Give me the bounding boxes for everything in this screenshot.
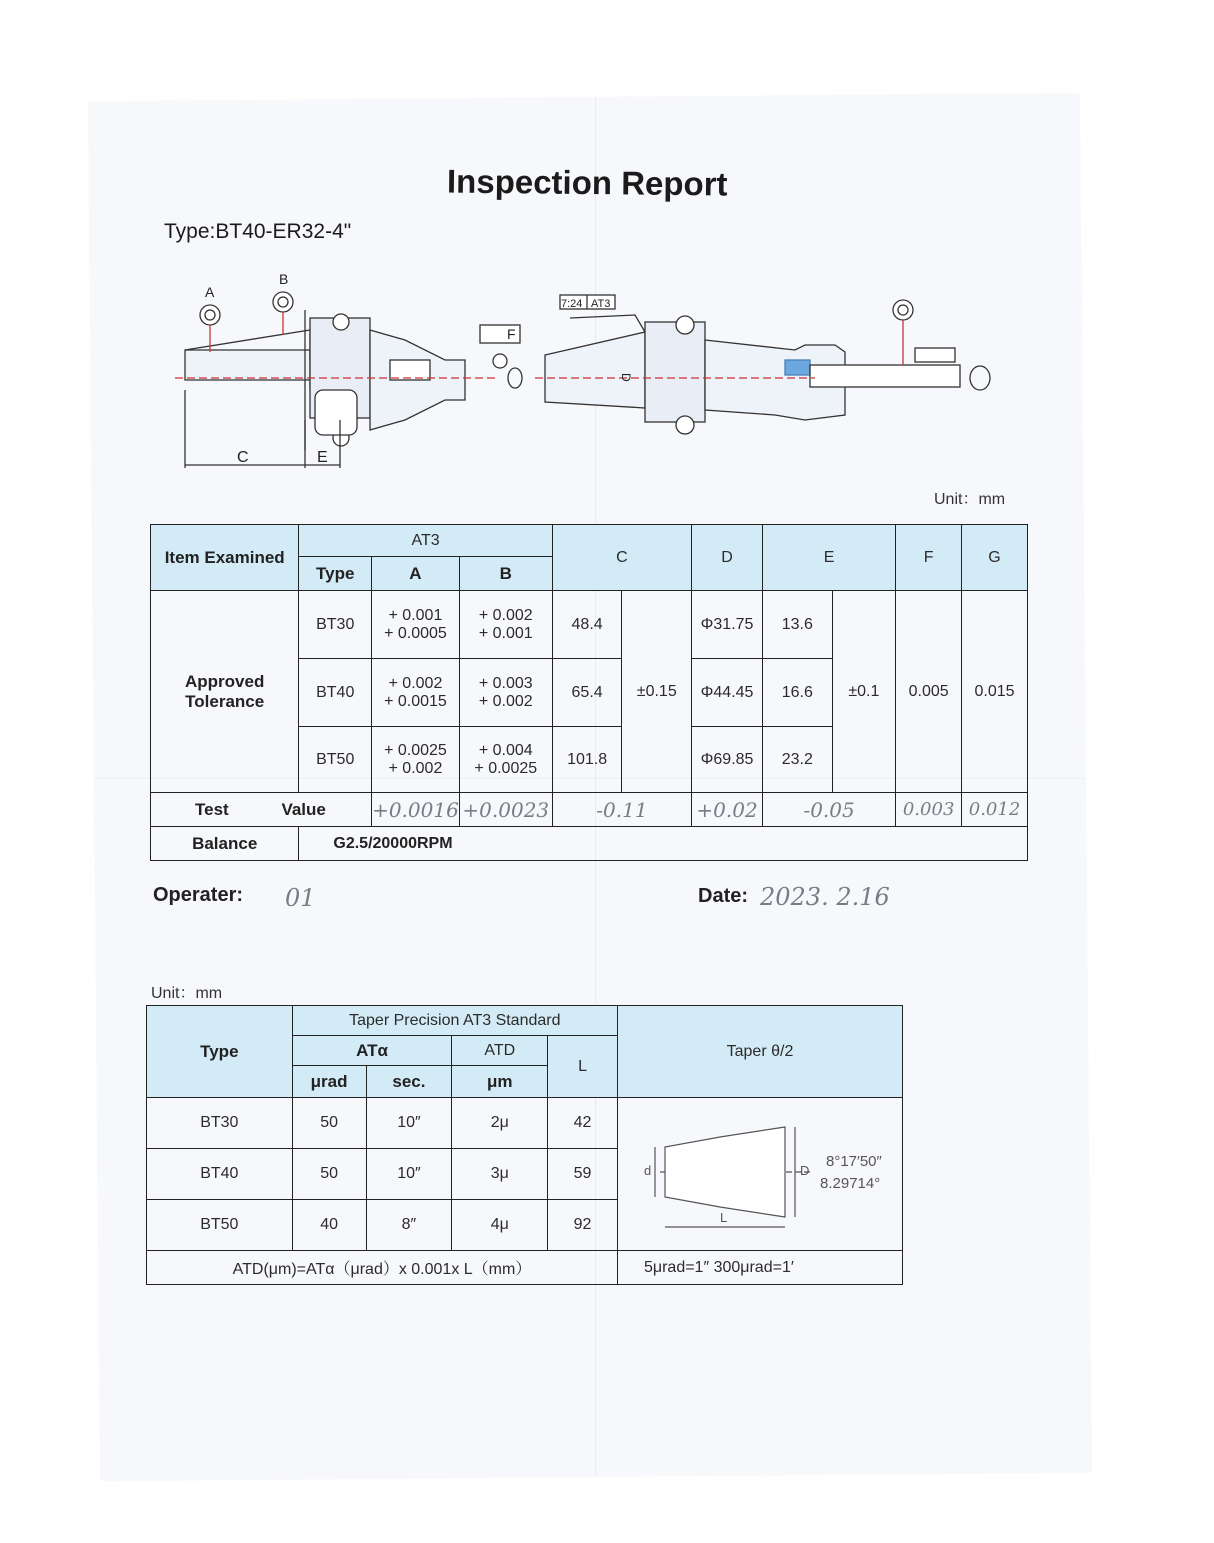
balance-value: G2.5/20000RPM bbox=[299, 827, 1028, 861]
col-d-header: D bbox=[692, 525, 763, 591]
atd-header: ATD bbox=[452, 1036, 548, 1066]
e-value: 13.6 bbox=[762, 591, 832, 659]
urad-header: μrad bbox=[292, 1066, 366, 1098]
l-value: 92 bbox=[548, 1200, 618, 1251]
col-f-header: F bbox=[896, 525, 962, 591]
tol-b-lower: + 0.001 bbox=[478, 624, 533, 642]
tol-a-cell bbox=[372, 659, 460, 727]
row-type: BT50 bbox=[147, 1200, 293, 1251]
f-tolerance: 0.005 bbox=[896, 591, 962, 793]
diagram-label-b: B bbox=[279, 271, 289, 287]
taper-sketch bbox=[620, 1102, 900, 1242]
taper-precision-table bbox=[146, 1005, 903, 1285]
date-value: 2023. 2.16 bbox=[760, 883, 890, 911]
row-type: BT30 bbox=[299, 591, 372, 659]
diagram-label-c: C bbox=[237, 449, 249, 466]
diagram-label-f: F bbox=[507, 326, 516, 342]
test-value-g: 0.012 bbox=[962, 793, 1028, 827]
report-title: Inspection Report bbox=[446, 162, 728, 203]
tol-a-lower: + 0.002 bbox=[388, 759, 443, 777]
date-label: Date: bbox=[698, 885, 749, 907]
g-tolerance: 0.015 bbox=[962, 591, 1028, 793]
operator-value: 01 bbox=[285, 884, 316, 912]
c-value: 65.4 bbox=[552, 659, 622, 727]
atd-formula: ATD(μm)=ATα（μrad）x 0.001x L（mm） bbox=[147, 1251, 618, 1285]
taper-angle-dms: 8°17′50″ bbox=[825, 1152, 882, 1170]
l-header: L bbox=[548, 1036, 618, 1098]
taper-angle-deg: 8.29714° bbox=[819, 1174, 881, 1192]
e-value: 16.6 bbox=[762, 659, 832, 727]
type-header: Type bbox=[147, 1006, 293, 1098]
operator-label: Operater: bbox=[153, 884, 244, 906]
test-value-c: -0.11 bbox=[552, 793, 691, 827]
tol-b-lower: + 0.0025 bbox=[474, 759, 538, 777]
tolerance-label: Tolerance bbox=[185, 691, 265, 711]
unit-conversion: 5μrad=1″ 300μrad=1′ bbox=[617, 1251, 902, 1285]
at-alpha-header: ATα bbox=[292, 1036, 452, 1066]
taper-sketch-cell bbox=[617, 1098, 902, 1251]
test-value-a: +0.0016 bbox=[372, 793, 460, 827]
l-value: 42 bbox=[548, 1098, 618, 1149]
d-value: Φ69.85 bbox=[692, 727, 763, 793]
sketch-label-l: L bbox=[719, 1209, 728, 1225]
type-header: Type bbox=[299, 557, 372, 591]
diagram-label-a: A bbox=[205, 284, 215, 300]
d-value: Φ31.75 bbox=[692, 591, 763, 659]
tol-b-upper: + 0.004 bbox=[478, 741, 533, 759]
test-value-label bbox=[151, 793, 372, 827]
test-value-f: 0.003 bbox=[896, 793, 962, 827]
at3-header: AT3 bbox=[299, 525, 552, 557]
test-value-e: -0.05 bbox=[762, 793, 895, 827]
diagram-taper-grade: AT3 bbox=[591, 298, 611, 310]
test-value-d: +0.02 bbox=[692, 793, 763, 827]
diagram-label-e: E bbox=[317, 449, 328, 466]
col-c-header: C bbox=[552, 525, 691, 591]
c-value: 48.4 bbox=[552, 591, 622, 659]
tol-a-lower: + 0.0015 bbox=[384, 692, 447, 710]
approved-tolerance-table bbox=[150, 524, 1028, 861]
tol-b-upper: + 0.002 bbox=[478, 606, 533, 624]
test-label: Test bbox=[195, 799, 229, 819]
col-a-header: A bbox=[372, 557, 460, 591]
sec-header: sec. bbox=[366, 1066, 452, 1098]
urad-value: 50 bbox=[292, 1149, 366, 1200]
approved-label: Approved bbox=[185, 671, 265, 691]
um-value: 2μ bbox=[452, 1098, 548, 1149]
row-type: BT30 bbox=[147, 1098, 293, 1149]
c-value: 101.8 bbox=[552, 727, 622, 793]
urad-value: 40 bbox=[292, 1200, 366, 1251]
col-g-header: G bbox=[962, 525, 1028, 591]
um-value: 4μ bbox=[452, 1200, 548, 1251]
balance-label: Balance bbox=[151, 827, 299, 861]
tol-b-cell bbox=[459, 659, 552, 727]
tol-b-cell bbox=[459, 727, 552, 793]
tol-b-upper: + 0.003 bbox=[478, 674, 533, 692]
type-line: Type:BT40-ER32-4" bbox=[164, 220, 352, 243]
tol-a-lower: + 0.0005 bbox=[384, 624, 447, 642]
tol-a-cell bbox=[372, 727, 460, 793]
col-e-header: E bbox=[762, 525, 895, 591]
approved-tolerance-label bbox=[151, 591, 299, 793]
tol-a-cell bbox=[372, 591, 460, 659]
urad-value: 50 bbox=[292, 1098, 366, 1149]
unit-label-bottom: Unit：mm bbox=[151, 985, 223, 1002]
sketch-label-d: d bbox=[643, 1162, 652, 1178]
test-value-b: +0.0023 bbox=[459, 793, 552, 827]
tol-a-upper: + 0.001 bbox=[388, 606, 443, 624]
sec-value: 10″ bbox=[366, 1149, 452, 1200]
diagram-taper-code: 7:24 bbox=[561, 298, 583, 310]
value-label: Value bbox=[281, 799, 326, 819]
c-tolerance: ±0.15 bbox=[622, 591, 692, 793]
unit-label-top: Unit：mm bbox=[934, 491, 1006, 508]
item-examined-header: Item Examined bbox=[151, 525, 299, 591]
um-value: 3μ bbox=[452, 1149, 548, 1200]
row-type: BT50 bbox=[299, 727, 372, 793]
d-value: Φ44.45 bbox=[692, 659, 763, 727]
e-tolerance: ±0.1 bbox=[832, 591, 896, 793]
tol-a-upper: + 0.0025 bbox=[384, 741, 447, 759]
um-header: μm bbox=[452, 1066, 548, 1098]
tol-b-lower: + 0.002 bbox=[478, 692, 533, 710]
diagram-label-d: D bbox=[619, 373, 633, 382]
sec-value: 10″ bbox=[366, 1098, 452, 1149]
standard-header: Taper Precision AT3 Standard bbox=[292, 1006, 617, 1036]
taper-header: Taper θ/2 bbox=[617, 1006, 902, 1098]
sketch-label-big-d: D bbox=[799, 1162, 810, 1178]
col-b-header: B bbox=[459, 557, 552, 591]
tol-a-upper: + 0.002 bbox=[388, 674, 443, 692]
l-value: 59 bbox=[548, 1149, 618, 1200]
row-type: BT40 bbox=[147, 1149, 293, 1200]
tol-b-cell bbox=[459, 591, 552, 659]
tool-holder-drawings bbox=[175, 270, 1005, 470]
e-value: 23.2 bbox=[762, 727, 832, 793]
row-type: BT40 bbox=[299, 659, 372, 727]
sec-value: 8″ bbox=[366, 1200, 452, 1251]
